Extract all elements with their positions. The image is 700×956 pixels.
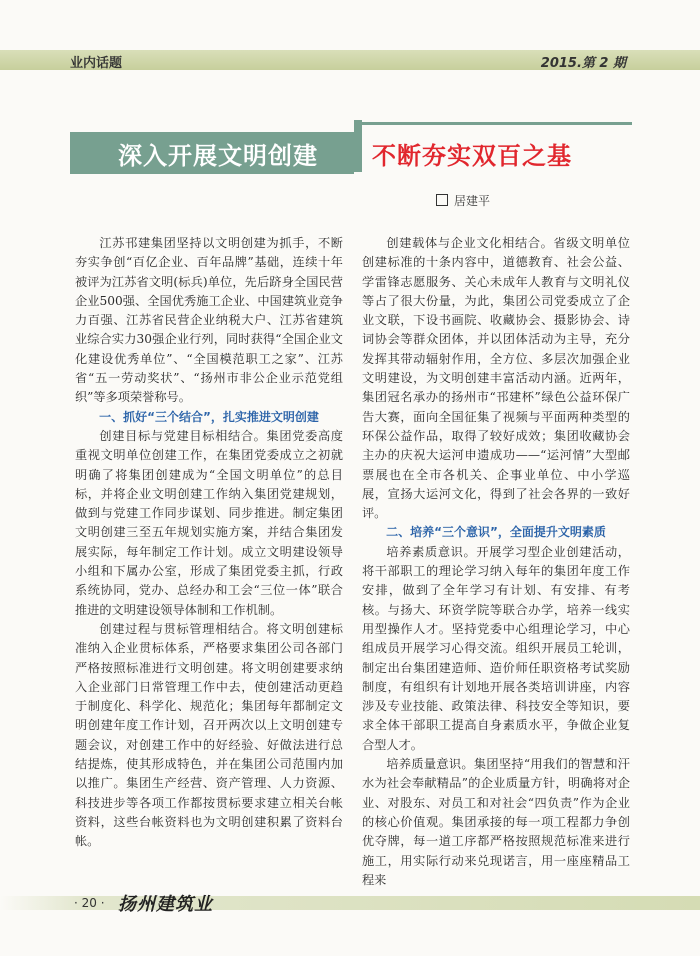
author-name: 居建平 [454,194,491,208]
left-column [75,234,343,852]
magazine-logo: 扬州建筑业 [118,894,213,915]
footer-bar [0,896,700,910]
article-subtitle: 不断夯实双百之基 [372,142,572,170]
section-heading: 二、培养“三个意识”，全面提升文明素质 [386,525,606,540]
paragraph: 培养质量意识。集团坚持“用我们的智慧和汗水为社会奉献精品”的企业质量方针，明确将对企业、对股东、对员工和对社会“四负责”作为企业的核心价值观。集团承接的每一项工程都力争创优夺牌，每一道工序都严格按照规范标准来进行施工，用实际行动来兑现诺言，用一座座精品工程来 [362,757,630,887]
article-title: 深入开展文明创建 [118,142,318,170]
section-heading: 一、抓好“三个结合”，扎实推进文明创建 [99,409,319,424]
paragraph: 创建过程与贯标管理相结合。将文明创建标准纳入企业贯标体系，严格要求集团公司各部门严格按照标准进行文明创建。将文明创建要求纳入企业部门日常管理工作中去，使创建活动更趋于制度化、科学化、规范化；集团每年都制定文明创建年度工作计划，召开两次以上文明创建专题会议，对创建工作中的好经验、好做法进行总结提炼，使其形成特色，并在集团公司范围内加以推广。集团生产经营、资产管理、人力资源、科技进步等各项工作都按贯标要求建立相关台帐资料，这些台帐资料也为文明创建积累了资料台帐。 [75,621,343,849]
section-name: 业内话题 [70,56,123,71]
paragraph: 江苏邗建集团坚持以文明创建为抓手，不断夯实争创“百亿企业、百年品牌”基础，连续十年被评为江苏省文明(标兵)单位，先后跻身全国民营企业500强、全国优秀施工企业、中国建筑业竞争力百强、江苏省民营企业纳税大户、江苏省建筑业综合实力30强企业行列，同时获得“全国企业文化建设优秀单位”、“全国模范职工之家”、江苏省“五一劳动奖状”、“扬州市非公企业示范党组织”等多项荣誉称号。 [75,236,343,405]
paragraph: 培养素质意识。开展学习型企业创建活动，将干部职工的理论学习纳入每年的集团年度工作安排，做到了全年学习有计划、有安排、有考核。与扬大、环资学院等联合办学，培养一线实用型操作人才。坚持党委中心组理论学习，中心组成员开展学习心得交流。组织开展员工轮训，制定出台集团建造师、造价师任职资格考试奖励制度，有组织有计划地开展各类培训讲座，内容涉及专业技能、政策法律、科技安全等知识，要求全体干部职工提高自身素质水平，争做企业复合型人才。 [362,544,630,752]
issue-number: 2015.第 2 期 [540,56,626,71]
page-number: · 20 · [74,896,105,910]
author-line [436,192,490,209]
paragraph: 创建载体与企业文化相结合。省级文明单位创建标准的十条内容中，道德教育、社会公益、学雷锋志愿服务、关心未成年人教育与文明礼仪等占了很大份量，为此，集团公司党委成立了企业文联，下设书画院、收藏协会、摄影协会、诗词协会等群众团体，并以团体活动为主导，充分发挥其带动辐射作用，全方位、多层次加强企业文明建设，为文明创建丰富活动内涵。近两年，集团冠名承办的扬州市“邗建杯”绿色公益环保广告大赛，面向全国征集了视频与平面两种类型的环保公益作品，取得了较好成效；集团收藏协会主办的庆祝大运河申遗成功——“运河情”大型邮票展也在全市各机关、企事业单位、中小学巡展，宣扬大运河文化，得到了社会各界的一致好评。 [362,236,630,521]
square-bullet-icon [436,194,448,206]
title-rule [354,122,632,125]
paragraph: 创建目标与党建目标相结合。集团党委高度重视文明单位创建工作，在集团党委成立之初就明确了将集团创建成为“全国文明单位”的总目标，并将企业文明创建工作纳入集团党建规划，做到与党建工作同步谋划、同步推进。制定集团文明创建三至五年规划实施方案，并结合集团发展实际，每年制定工作计划。成立文明建设领导小组和下属办公室，形成了集团党委主抓，行政系统协同，党办、总经办和工会“三位一体”联合推进的文明建设领导体制和工作机制。 [75,428,343,617]
right-column [362,234,630,890]
title-divider [354,120,362,172]
